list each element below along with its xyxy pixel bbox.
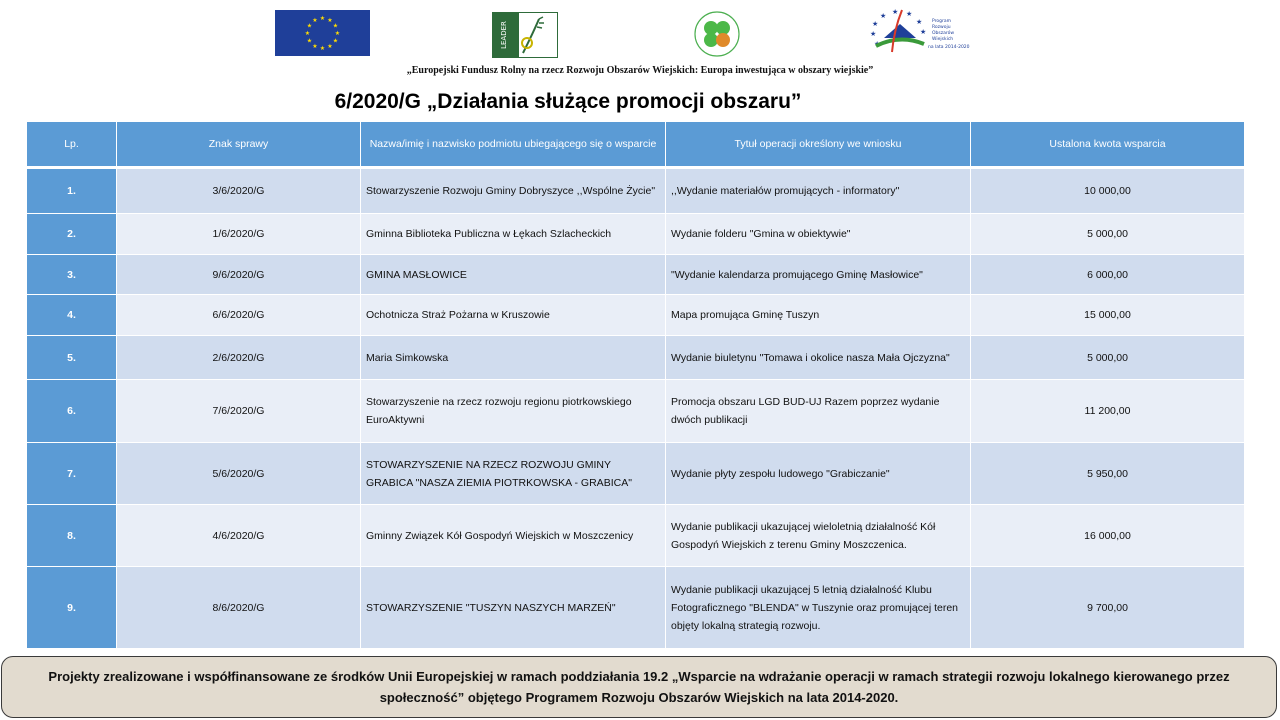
svg-text:★: ★ (880, 12, 887, 20)
cell-case-number: 8/6/2020/G (117, 567, 361, 649)
cell-amount: 6 000,00 (971, 255, 1245, 295)
funding-note-text: Projekty zrealizowane i współfinansowane ze środków Unii Europejskiej w ramach poddziałania 19.2 „Wsparcie na wdrażanie operacji w ramach strategii rozwoju lokalnego kierowanego przez społeczność” objętego Programem Rozwoju Obszarów Wiejskich na lata 2014-2020. (48, 669, 1230, 705)
table-row (27, 295, 1245, 336)
svg-text:★: ★ (332, 37, 339, 45)
page-title: 6/2020/G „Działania służące promocji obszaru” (334, 90, 802, 113)
cell-case-number: 1/6/2020/G (117, 214, 361, 255)
cell-amount: 11 200,00 (971, 380, 1245, 443)
prow-logo (866, 6, 976, 56)
funding-note-box (1, 656, 1277, 718)
svg-text:Wiejskich: Wiejskich (932, 37, 954, 42)
cell-case-number: 4/6/2020/G (117, 505, 361, 567)
column-header-lp: Lp. (27, 122, 117, 169)
svg-text:★: ★ (312, 43, 318, 50)
svg-text:★: ★ (916, 18, 923, 26)
logo-bar (0, 0, 1280, 62)
cell-amount: 15 000,00 (971, 295, 1245, 336)
cell-operation-title: Mapa promująca Gminę Tuszyn (666, 295, 971, 336)
cell-amount: 5 000,00 (971, 336, 1245, 380)
cell-operation-title: ,,Wydanie materiałów promujących - informatory" (666, 169, 971, 214)
cell-amount: 10 000,00 (971, 169, 1245, 214)
svg-text:★: ★ (906, 10, 913, 18)
cell-lp: 9. (27, 567, 117, 649)
svg-text:★: ★ (870, 30, 877, 38)
cell-case-number: 5/6/2020/G (117, 443, 361, 505)
cell-operation-title: Promocja obszaru LGD BUD-UJ Razem poprzez wydanie dwóch publikacji (666, 380, 971, 443)
svg-text:Obszarów: Obszarów (932, 31, 955, 36)
svg-text:★: ★ (327, 43, 333, 50)
cell-applicant: STOWARZYSZENIE "TUSZYN NASZYCH MARZEŃ" (361, 567, 666, 649)
table-row (27, 336, 1245, 380)
svg-text:★: ★ (892, 8, 899, 16)
table-row (27, 214, 1245, 255)
eu-flag-logo (275, 10, 370, 56)
cell-case-number: 2/6/2020/G (117, 336, 361, 380)
svg-text:★: ★ (332, 22, 339, 30)
svg-text:na lata 2014-2020: na lata 2014-2020 (928, 45, 970, 50)
svg-text:★: ★ (304, 30, 311, 37)
cell-operation-title: Wydanie folderu "Gmina w obiektywie" (666, 214, 971, 255)
cell-applicant: Ochotnicza Straż Pożarna w Kruszowie (361, 295, 666, 336)
svg-text:★: ★ (306, 22, 313, 30)
cell-case-number: 9/6/2020/G (117, 255, 361, 295)
table-row (27, 380, 1245, 443)
table-row (27, 443, 1245, 505)
cell-operation-title: Wydanie publikacji ukazującej wieloletnią działalność Kół Gospodyń Wiejskich z terenu Gminy Moszczenica. (666, 505, 971, 567)
eu-stars-icon (275, 10, 370, 56)
cell-applicant: STOWARZYSZENIE NA RZECZ ROZWOJU GMINY GRABICA "NASZA ZIEMIA PIOTRKOWSKA - GRABICA" (361, 443, 666, 505)
cell-lp: 4. (27, 295, 117, 336)
svg-text:★: ★ (327, 17, 333, 24)
column-header-case-number: Znak sprawy (117, 122, 361, 169)
svg-text:★: ★ (306, 37, 313, 45)
cell-lp: 7. (27, 443, 117, 505)
cell-amount: 16 000,00 (971, 505, 1245, 567)
svg-text:Rozwoju: Rozwoju (932, 25, 951, 30)
table-header-row (27, 122, 1245, 169)
svg-text:★: ★ (319, 45, 326, 52)
lgd-clover-logo (693, 10, 741, 58)
cell-amount: 5 950,00 (971, 443, 1245, 505)
column-header-applicant: Nazwa/imię i nazwisko podmiotu ubiegającego się o wsparcie (361, 122, 666, 169)
cell-case-number: 7/6/2020/G (117, 380, 361, 443)
svg-text:★: ★ (920, 28, 927, 36)
cell-amount: 5 000,00 (971, 214, 1245, 255)
cell-case-number: 3/6/2020/G (117, 169, 361, 214)
cell-applicant: Gminny Związek Kół Gospodyń Wiejskich w Moszczenicy (361, 505, 666, 567)
table-row (27, 255, 1245, 295)
column-header-operation-title: Tytuł operacji określony we wniosku (666, 122, 971, 169)
cell-applicant: Gminna Biblioteka Publiczna w Łękach Szlacheckich (361, 214, 666, 255)
cell-operation-title: Wydanie płyty zespołu ludowego "Grabiczanie" (666, 443, 971, 505)
leader-logo (492, 12, 558, 58)
cell-case-number: 6/6/2020/G (117, 295, 361, 336)
svg-text:★: ★ (874, 40, 881, 48)
results-table (27, 122, 1245, 649)
cell-operation-title: Wydanie publikacji ukazującej 5 letnią działalność Klubu Fotograficznego "BLENDA" w Tuszynie oraz promującej teren objęty lokalną strategią rozwoju. (666, 567, 971, 649)
cell-applicant: Maria Simkowska (361, 336, 666, 380)
cell-operation-title: "Wydanie kalendarza promującego Gminę Masłowice" (666, 255, 971, 295)
cell-operation-title: Wydanie biuletynu "Tomawa i okolice nasza Mała Ojczyzna" (666, 336, 971, 380)
table-row (27, 169, 1245, 214)
cell-applicant: Stowarzyszenie Rozwoju Gminy Dobryszyce ,,Wspólne Życie" (361, 169, 666, 214)
svg-text:Program: Program (932, 19, 951, 24)
table-row (27, 505, 1245, 567)
leader-wordmark: LEADER (500, 21, 508, 49)
program-slogan: „Europejski Fundusz Rolny na rzecz Rozwoju Obszarów Wiejskich: Europa inwestująca w obszary wiejskie” (406, 65, 874, 76)
table-row (27, 567, 1245, 649)
cell-lp: 8. (27, 505, 117, 567)
cell-lp: 5. (27, 336, 117, 380)
svg-text:★: ★ (872, 20, 879, 28)
cell-amount: 9 700,00 (971, 567, 1245, 649)
cell-lp: 2. (27, 214, 117, 255)
svg-text:★: ★ (319, 15, 326, 22)
cell-lp: 1. (27, 169, 117, 214)
cell-lp: 3. (27, 255, 117, 295)
svg-text:★: ★ (312, 17, 318, 24)
column-header-amount: Ustalona kwota wsparcia (971, 122, 1245, 169)
cell-applicant: GMINA MASŁOWICE (361, 255, 666, 295)
svg-text:★: ★ (334, 30, 341, 37)
cell-applicant: Stowarzyszenie na rzecz rozwoju regionu piotrkowskiego EuroAktywni (361, 380, 666, 443)
cell-lp: 6. (27, 380, 117, 443)
